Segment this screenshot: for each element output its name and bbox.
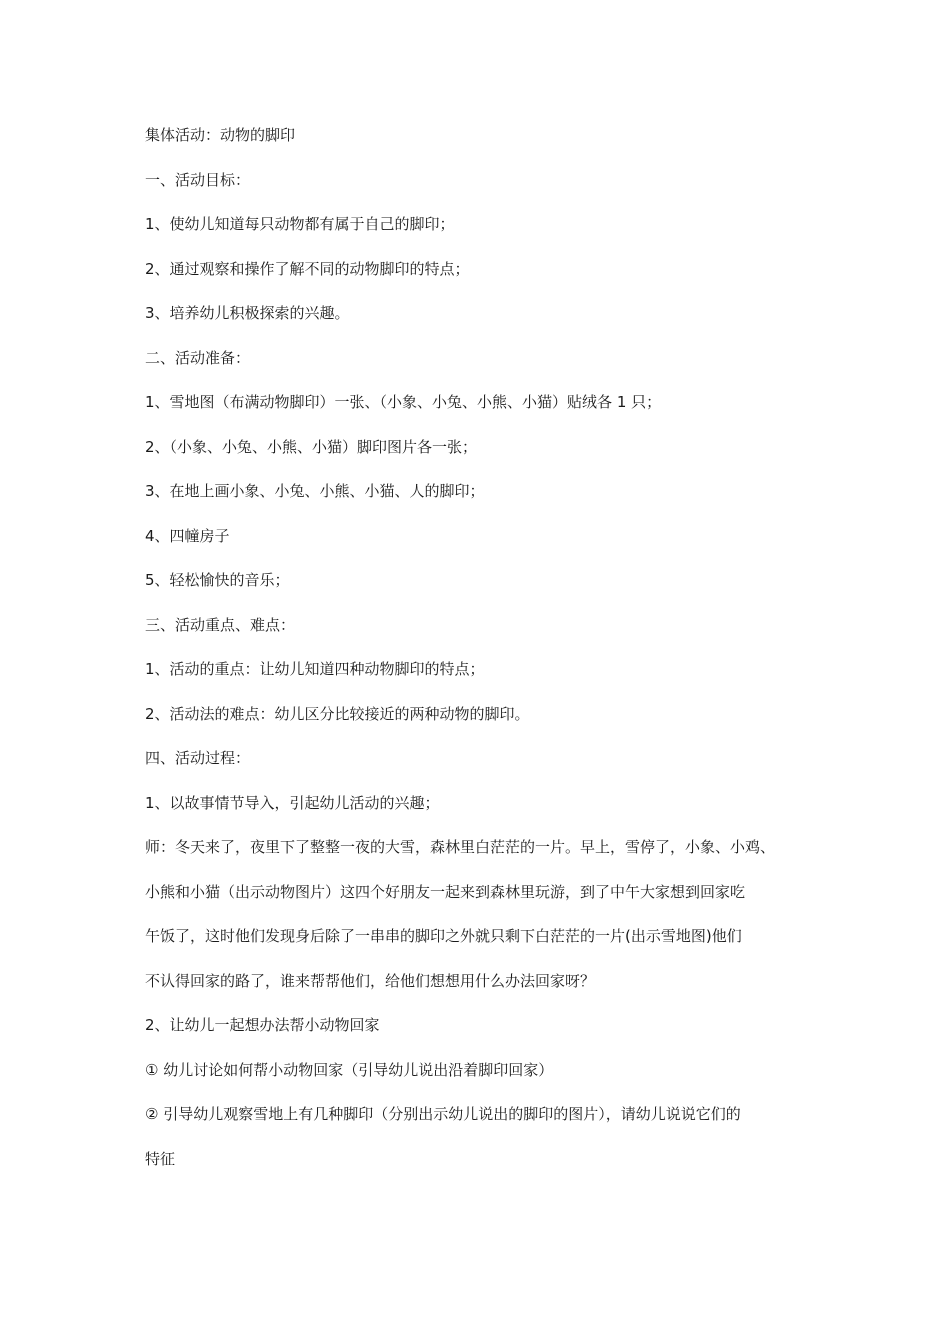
process-substep-1: ① 幼儿讨论如何帮小动物回家（引导幼儿说出沿着脚印回家） xyxy=(145,1060,554,1079)
goal-item-3: 3、培养幼儿积极探索的兴趣。 xyxy=(145,304,350,322)
substep-2-line-1: ② 引导幼儿观察雪地上有几种脚印（分别出示幼儿说出的脚印的图片），请幼儿说说它们的 xyxy=(145,1105,741,1123)
preparation-item-4: 4、四幢房子 xyxy=(145,526,230,545)
process-step-2: 2、让幼儿一起想办法帮小动物回家 xyxy=(145,1016,380,1034)
goal-item-1: 1、使幼儿知道每只动物都有属于自己的脚印； xyxy=(145,215,455,233)
goal-item-2: 2、通过观察和操作了解不同的动物脚印的特点； xyxy=(145,259,470,278)
section-heading-goals: 一、活动目标： xyxy=(145,170,251,189)
story-line-2: 小熊和小猫（出示动物图片）这四个好朋友一起来到森林里玩游，到了中午大家想到回家吃 xyxy=(145,882,746,901)
document-body xyxy=(145,124,810,1192)
section-heading-preparation: 二、活动准备： xyxy=(145,348,251,367)
story-line-4: 不认得回家的路了，谁来帮帮他们，给他们想想用什么办法回家呀？ xyxy=(145,971,596,990)
key-point-item-2: 2、活动法的难点：幼儿区分比较接近的两种动物的脚印。 xyxy=(145,704,530,723)
preparation-item-2: 2、（小象、小兔、小熊、小猫）脚印图片各一张； xyxy=(145,437,478,456)
preparation-item-5: 5、轻松愉快的音乐； xyxy=(145,571,290,589)
section-heading-process: 四、活动过程： xyxy=(145,749,251,767)
key-point-item-1: 1、活动的重点：让幼儿知道四种动物脚印的特点； xyxy=(145,660,485,678)
preparation-item-3: 3、在地上画小象、小兔、小熊、小猫、人的脚印； xyxy=(145,482,485,500)
section-heading-key-points: 三、活动重点、难点： xyxy=(145,615,296,634)
story-line-3: 午饭了，这时他们发现身后除了一串串的脚印之外就只剩下白茫茫的一片(出示雪地图)他们 xyxy=(145,927,742,945)
preparation-item-1: 1、雪地图（布满动物脚印）一张、（小象、小兔、小熊、小猫）贴绒各 1 只； xyxy=(145,393,662,411)
process-substep-2 xyxy=(145,1103,810,1170)
story-paragraph xyxy=(145,836,810,992)
substep-2-line-2: 特征 xyxy=(145,1149,176,1168)
document-title: 集体活动：动物的脚印 xyxy=(145,126,296,144)
story-line-1: 师：冬天来了，夜里下了整整一夜的大雪，森林里白茫茫的一片。早上，雪停了，小象、小鸡、 xyxy=(145,838,776,856)
process-step-1: 1、以故事情节导入，引起幼儿活动的兴趣； xyxy=(145,793,440,812)
